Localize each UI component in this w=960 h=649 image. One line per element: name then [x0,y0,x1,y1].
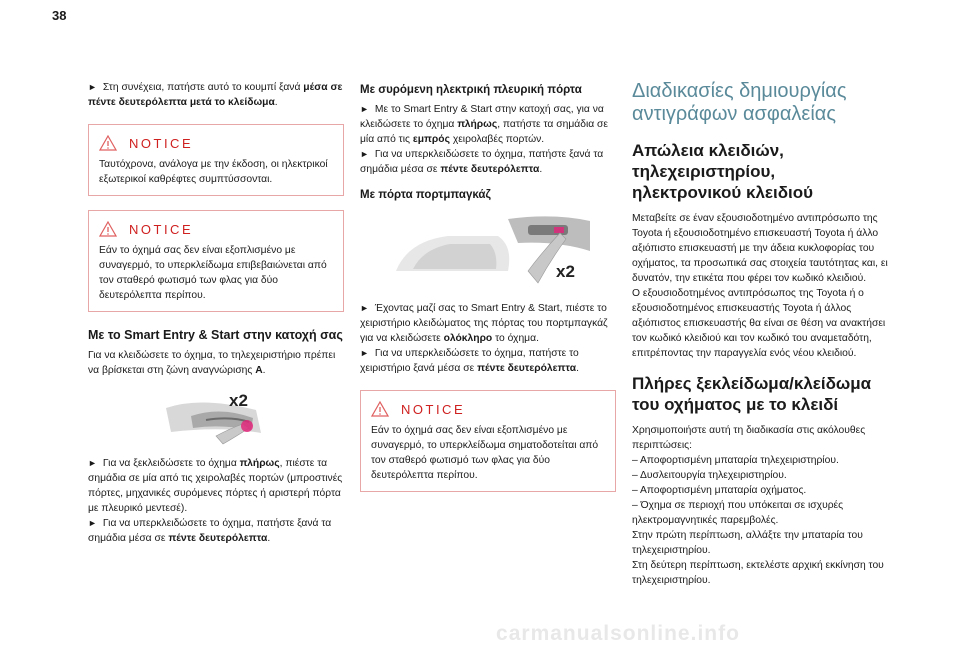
arrow-bullet-icon: ► [88,82,97,92]
paragraph: Χρησιμοποιήστε αυτή τη διαδικασία στις ακόλουθες περιπτώσεις: [632,425,866,451]
list-item: – Αποφορτισμένη μπαταρία οχήματος. [632,485,807,496]
list-item: – Δυσλειτουργία τηλεχειριστηρίου. [632,470,787,481]
illustration-label: x2 [556,262,575,281]
list-item: – Αποφορτισμένη μπαταρία τηλεχειριστηρίου. [632,455,839,466]
paragraph: ► Για να υπερκλειδώσετε το όχημα, πατήστε ξανά τα σημάδια μέσα σε πέντε δευτερόλεπτα. [88,518,332,544]
list-item: – Όχημα σε περιοχή που υπόκειται σε ισχυρές ηλεκτρομαγνητικές παρεμβολές. [632,500,844,526]
column-left [88,80,344,546]
paragraph: Στην πρώτη περίπτωση, αλλάξτε την μπαταρία του τηλεχειριστηρίου. [632,530,863,556]
warning-triangle-icon [371,401,389,417]
paragraph: ► Με το Smart Entry & Start στην κατοχή σας, για να κλειδώσετε το όχημα πλήρως, πατήστε τα σημάδια σε μία από τις εμπρός χειρολαβές πορτών. [360,104,608,145]
paragraph: ► Για να ξεκλειδώσετε το όχημα πλήρως, πιέστε τα σημάδια σε μία από τις χειρολαβές πορτών (μπροστινές πόρτες, μηχανικές συρόμενες πόρτες ή αριστερή πόρτα με πλευρικό μεντεσέ). [88,458,343,514]
notice-title: NOTICE [129,221,194,237]
arrow-bullet-icon: ► [360,348,369,358]
paragraph: ► Για να υπερκλειδώσετε το όχημα, πατήστε ξανά τα σημάδια μέσα σε πέντε δευτερόλεπτα. [360,149,604,175]
section-heading: Με συρόμενη ηλεκτρική πλευρική πόρτα [360,84,582,96]
illustration-label: x2 [229,391,248,410]
notice-title: NOTICE [401,401,466,417]
arrow-bullet-icon: ► [360,149,369,159]
arrow-bullet-icon: ► [88,458,97,468]
warning-triangle-icon [99,135,117,151]
section-heading: Με πόρτα πορτμπαγκάζ [360,189,491,201]
paragraph: Μεταβείτε σε έναν εξουσιοδοτημένο αντιπρόσωπο της Toyota ή εξουσιοδοτημένο επισκευαστή Toyota ή άλλο αξιόπιστο επισκευαστή με την άδεια κυκλοφορίας του οχήματος, τα προσωπικά σας στοιχεία ταυτότητας και, ει δυνατόν, την ετικέτα που φέρει τον κωδικό κλειδιού. [632,213,888,284]
paragraph: Για να κλειδώσετε το όχημα, το τηλεχειριστήριο πρέπει να βρίσκεται στη ζώνη αναγνώρισης A. [88,350,336,376]
page-number: 38 [52,8,67,23]
paragraph: ► Έχοντας μαζί σας το Smart Entry & Start, πιέστε το χειριστήριο κλειδώματος της πόρτας του πορτμπαγκάζ για να κλειδώσετε ολόκληρο το όχημα. [360,303,608,344]
warning-triangle-icon [99,221,117,237]
notice-box [88,124,344,196]
bullet-list [632,453,888,528]
notice-text: Ταυτόχρονα, ανάλογα με την έκδοση, οι ηλεκτρικοί εξωτερικοί καθρέφτες συμπτύσσονται. [99,159,328,185]
tailgate-illustration [360,211,616,291]
paragraph: Στη δεύτερη περίπτωση, εκτελέστε αρχική εκκίνηση του τηλεχειριστηρίου. [632,560,884,586]
arrow-bullet-icon: ► [360,303,369,313]
arrow-bullet-icon: ► [360,104,369,114]
watermark: carmanualsonline.info [496,622,740,645]
arrow-bullet-icon: ► [88,518,97,528]
intro-paragraph: ► Στη συνέχεια, πατήστε αυτό το κουμπί ξανά μέσα σε πέντε δευτερόλεπτα μετά το κλείδωμα. [88,82,343,108]
notice-box [88,210,344,312]
paragraph: ► Για να υπερκλειδώσετε το όχημα, πατήστε το χειριστήριο ξανά μέσα σε πέντε δευτερόλεπτα. [360,348,579,374]
column-right [632,80,888,588]
door-handle-illustration [88,388,344,446]
chapter-title: Διαδικασίες δημιουργίας αντιγράφων ασφαλείας [632,80,847,125]
section-heading: Με το Smart Entry & Start στην κατοχή σας [88,328,343,342]
notice-box [360,390,616,492]
subsection-heading: Απώλεια κλειδιών, τηλεχειριστηρίου, ηλεκτρονικού κλειδιού [632,141,814,202]
subsection-heading: Πλήρες ξεκλείδωμα/κλείδωμα του οχήματος με το κλειδί [632,374,872,414]
notice-text: Εάν το όχημά σας δεν είναι εξοπλισμένο με συναγερμό, το υπερκλείδωμα επιβεβαιώνεται από τον σταθερό φωτισμό των φλας για δύο δευτερόλεπτα περίπου. [99,245,327,301]
paragraph: Ο εξουσιοδοτημένος αντιπρόσωπος της Toyota ή ο εξουσιοδοτημένος επισκευαστής Toyota ή άλλος αξιόπιστος επισκευαστής θα είναι σε θέση να ανακτήσει τον κωδικό κλειδιού και τον κωδικό του αναμεταδότη, επιτρέποντας την παραγγελία ενός νέου κλειδιού. [632,288,886,359]
column-middle [360,80,616,492]
notice-text: Εάν το όχημά σας δεν είναι εξοπλισμένο με συναγερμό, το υπερκλείδωμα σηματοδοτείται από τον σταθερό φωτισμό των φλας για δύο δευτερόλεπτα περίπου. [371,425,599,481]
notice-title: NOTICE [129,135,194,151]
